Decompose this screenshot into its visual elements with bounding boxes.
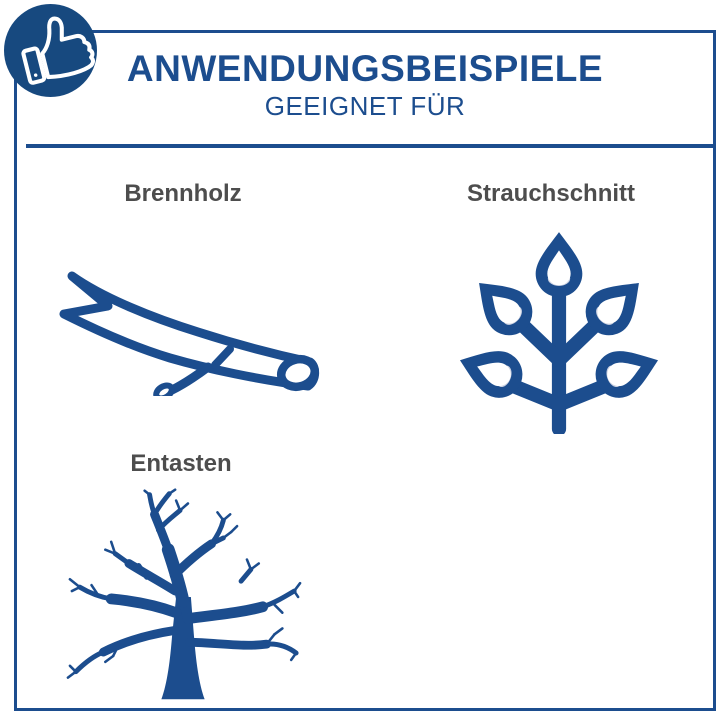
page-subtitle: GEEIGNET FÜR	[264, 91, 466, 121]
bare-tree-icon	[64, 487, 304, 701]
log-icon	[58, 262, 338, 396]
item-label-entasten: Entasten	[130, 450, 232, 477]
item-label-brennholz: Brennholz	[124, 180, 242, 207]
page-title: ANWENDUNGSBEISPIELE	[126, 48, 604, 89]
thumbs-up-icon	[4, 4, 97, 97]
thumbs-up-badge	[4, 4, 97, 97]
header-divider	[26, 144, 714, 148]
item-label-strauchschnitt: Strauchschnitt	[466, 180, 636, 207]
branch-with-leaves-icon	[457, 226, 661, 434]
